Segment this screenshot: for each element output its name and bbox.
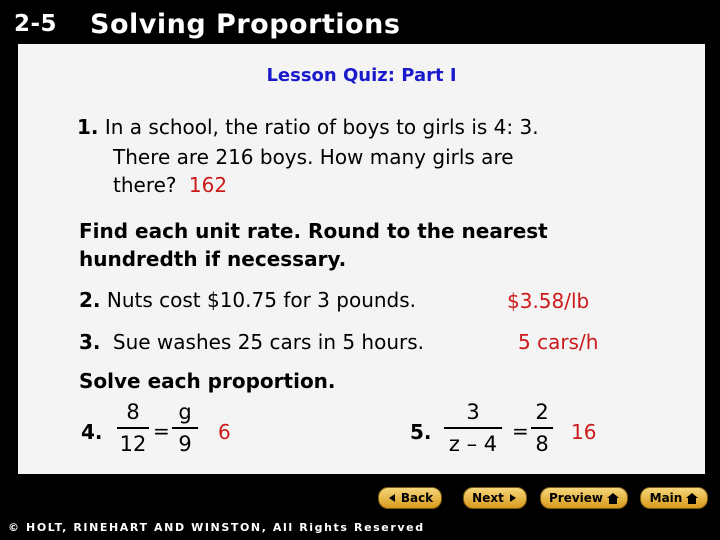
question-1-text-1: In a school, the ratio of boys to girls is 4: 3.: [104, 115, 539, 139]
lesson-title: Solving Proportions: [90, 9, 401, 40]
fraction-bar: [117, 427, 149, 429]
question-3-answer: 5 cars/h: [518, 330, 599, 354]
question-5-number: 5.: [410, 420, 432, 444]
question-4-number: 4.: [81, 420, 103, 444]
question-5-left-numerator: 3: [466, 400, 480, 424]
question-1-text-3: there?: [113, 173, 177, 197]
question-1-line-3: [113, 173, 227, 197]
arrow-left-icon: [387, 493, 397, 503]
quiz-panel: [18, 44, 705, 474]
main-button[interactable]: [640, 487, 708, 509]
preview-button[interactable]: [540, 487, 628, 509]
question-5-fraction-left: [444, 400, 502, 456]
header-bar: [0, 0, 720, 44]
question-2-number: 2.: [79, 288, 101, 312]
arrow-right-icon: [508, 493, 518, 503]
home-icon: [686, 493, 698, 504]
fraction-bar: [172, 427, 198, 429]
question-5-right-numerator: 2: [535, 400, 549, 424]
main-button-label: Main: [649, 491, 683, 505]
question-5-left-denominator: z – 4: [448, 432, 498, 456]
instruction-unit-rate-1: Find each unit rate. Round to the nearest: [79, 219, 548, 243]
question-3: [79, 330, 424, 354]
question-4-right-numerator: g: [178, 400, 192, 424]
next-button[interactable]: [463, 487, 527, 509]
next-button-label: Next: [472, 491, 504, 505]
question-5-right-denominator: 8: [535, 432, 549, 456]
question-4-left-denominator: 12: [119, 432, 147, 456]
lesson-number: 2-5: [14, 11, 58, 37]
question-4-answer: 6: [218, 420, 231, 444]
preview-button-label: Preview: [548, 491, 603, 505]
question-4-fraction-left: [117, 400, 149, 456]
back-button[interactable]: [378, 487, 442, 509]
fraction-bar: [444, 427, 502, 429]
question-4-left-numerator: 8: [126, 400, 140, 424]
fraction-bar: [531, 427, 553, 429]
question-2-text: Nuts cost $10.75 for 3 pounds.: [106, 288, 417, 312]
question-5-answer: 16: [571, 420, 597, 444]
question-5-fraction-right: [531, 400, 553, 456]
question-1-text-2: There are 216 boys. How many girls are: [113, 145, 514, 169]
quiz-subtitle: Lesson Quiz: Part I: [266, 65, 457, 86]
question-3-number: 3.: [79, 330, 101, 354]
back-button-label: Back: [400, 491, 434, 505]
question-1-number: 1.: [77, 115, 99, 139]
question-4-equals: =: [153, 419, 170, 443]
question-1-line-1: [77, 115, 539, 139]
instruction-unit-rate-2: hundredth if necessary.: [79, 247, 347, 271]
question-5-equals: =: [512, 419, 529, 443]
question-3-text: Sue washes 25 cars in 5 hours.: [112, 330, 425, 354]
home-icon: [607, 493, 619, 504]
question-4-fraction-right: [172, 400, 198, 456]
question-4-right-denominator: 9: [178, 432, 192, 456]
question-1-answer: 162: [188, 173, 228, 197]
question-2: [79, 288, 416, 312]
instruction-proportion: Solve each proportion.: [79, 369, 336, 393]
question-2-answer: $3.58/lb: [507, 289, 590, 313]
copyright-footer: © HOLT, RINEHART AND WINSTON, All Rights Reserved: [8, 521, 425, 534]
